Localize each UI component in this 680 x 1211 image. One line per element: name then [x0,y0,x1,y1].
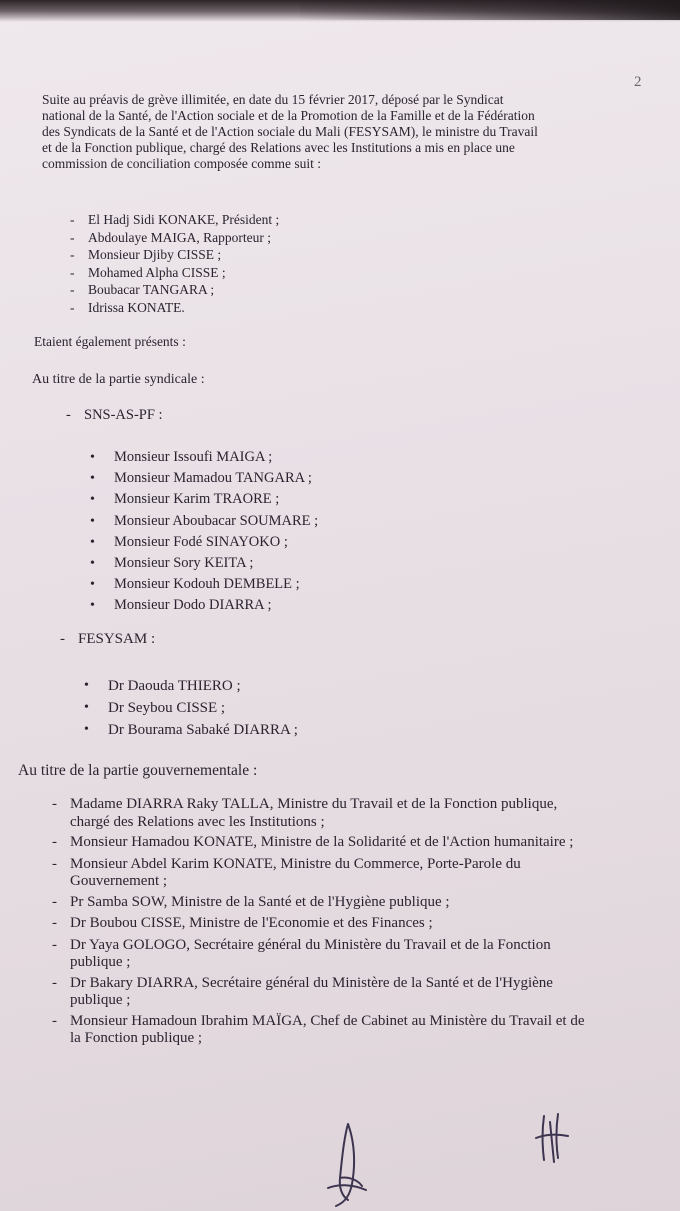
list-item [70,937,584,972]
list-item: • Monsieur Aboubacar SOUMARE ; [114,511,318,532]
list-item: • Monsieur Issoufi MAIGA ; [114,447,318,468]
gov-heading: Au titre de la partie gouvernementale : [18,762,258,779]
line: - Monsieur Abdel Karim KONATE, Ministre du Commerce, Porte-Parole du [70,855,521,872]
list-item [70,915,584,933]
line: - Monsieur Hamadoun Ibrahim MAÏGA, Chef de Cabinet au Ministère du Travail et de [70,1012,585,1029]
sns-heading-list [84,407,163,424]
sns-members-list [114,447,318,617]
list-item: - Mohamed Alpha CISSE ; [88,264,279,282]
line: - Monsieur Hamadou KONATE, Ministre de la Solidarité et de l'Action humanitaire ; [70,834,574,850]
intro-line: des Syndicats de la Santé et de l'Action sociale du Mali (FESYSAM), le ministre du Travail [42,124,538,139]
line: - Dr Boubou CISSE, Ministre de l'Economie et des Finances ; [70,915,433,931]
line: - Pr Samba SOW, Ministre de la Santé et de l'Hygiène publique ; [70,893,450,910]
union-heading: Au titre de la partie syndicale : [32,372,205,387]
fesysam-heading-list [78,631,155,648]
commission-list [88,211,279,316]
gov-members-list [70,796,584,1048]
signature-initials-left [318,1118,378,1210]
line: publique ; [70,954,131,970]
list-item: • Dr Bourama Sabaké DIARRA ; [108,719,298,741]
intro-line: Suite au préavis de grève illimitée, en date du 15 février 2017, déposé par le Syndicat [42,92,504,107]
line: la Fonction publique ; [70,1030,203,1046]
top-shadow-right [300,0,680,20]
intro-line: commission de conciliation composée comme suit : [42,156,321,171]
list-item [70,894,584,912]
line: - Madame DIARRA Raky TALLA, Ministre du Travail et de la Fonction publique, [70,796,558,812]
list-item: • Monsieur Mamadou TANGARA ; [114,468,318,489]
list-item [70,796,584,831]
line: chargé des Relations avec les Institutions ; [70,813,325,830]
list-item [70,1013,584,1048]
list-item: • Monsieur Sory KEITA ; [114,553,318,574]
sns-name: - SNS-AS-PF : [84,407,163,424]
line: - Dr Bakary DIARRA, Secrétaire général du Ministère de la Santé et de l'Hygiène [70,974,553,991]
list-item: • Dr Daouda THIERO ; [108,675,298,697]
list-item: • Monsieur Dodo DIARRA ; [114,595,318,616]
list-item: - Idrissa KONATE. [88,299,279,317]
list-item: - Boubacar TANGARA ; [88,281,279,299]
list-item [70,856,584,891]
intro-line: et de la Fonction publique, chargé des Relations avec les Institutions a mis en place une [42,140,515,155]
list-item: • Monsieur Fodé SINAYOKO ; [114,532,318,553]
page-number: 2 [634,74,642,90]
list-item: - El Hadj Sidi KONAKE, Président ; [88,211,279,229]
list-item [70,975,584,1010]
list-item [70,834,584,852]
list-item: • Dr Seybou CISSE ; [108,697,298,719]
line: publique ; [70,992,131,1008]
list-item: - Monsieur Djiby CISSE ; [88,246,279,264]
signature-initials-right [532,1112,572,1164]
fesysam-members-list [108,675,298,741]
intro-line: national de la Santé, de l'Action sociale et de la Promotion de la Famille et de la Fédération [42,108,535,123]
list-item: • Monsieur Karim TRAORE ; [114,489,318,510]
intro-paragraph [42,92,680,172]
fesysam-name: - FESYSAM : [78,631,155,648]
line: - Dr Yaya GOLOGO, Secrétaire général du Ministère du Travail et de la Fonction [70,936,551,953]
also-present-heading: Etaient également présents : [34,334,186,349]
line: Gouvernement ; [70,873,168,889]
list-item: • Monsieur Kodouh DEMBELE ; [114,574,318,595]
list-item: - Abdoulaye MAIGA, Rapporteur ; [88,229,279,247]
